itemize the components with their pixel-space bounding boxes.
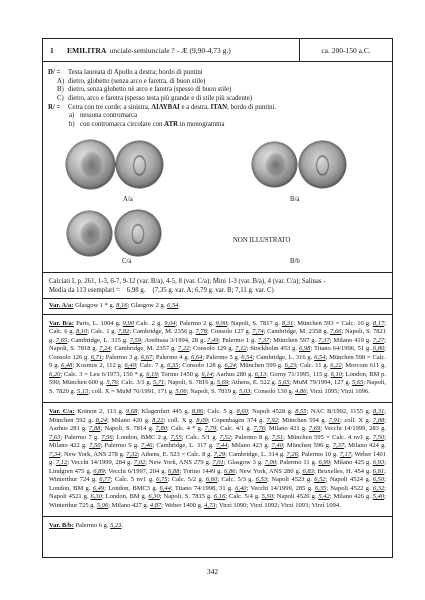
specimen-entry: München 592 g. 8,24	[49, 416, 107, 424]
specimen-entry: München 594 g. 7,91	[282, 416, 341, 424]
specimen-entry: Aarhus 280 g. 6,13	[216, 370, 267, 378]
variety-label: Var. B/b:	[49, 522, 74, 529]
reverse-label: R/ =	[48, 103, 61, 111]
specimen-entry: Calc. 6 g. 8,10	[49, 328, 88, 335]
specimen-entry: Calc. 3/1 g. 5,71	[121, 379, 165, 386]
specimen-entry: Napoli 4526 g. 5,42	[276, 493, 330, 500]
specimen-entry: Milano 420 g. 8,22	[111, 416, 164, 424]
specimen-entry: Torino 1449 g. 6,86	[183, 467, 236, 475]
specimen-entry: Morcom 611 g. 6,20	[49, 362, 387, 378]
specimen-entry: Virzì 1095	[309, 387, 338, 395]
specimen-entry: Palermo 2 g. 9,00	[179, 319, 228, 327]
variety-a-a-list: Var. A/a: Glasgow 1 * g. 8,16; Glasgow 2 g. 6,54.	[43, 298, 392, 314]
specimen-weight: 9,00	[215, 319, 228, 327]
specimen-weight: 8,86	[191, 408, 204, 415]
specimen-entry: London, BM g. 6,30	[105, 493, 160, 500]
entry-title-cell	[43, 39, 300, 61]
specimen-entry: Titano 74/1998, 31 g. 6,40	[174, 484, 247, 492]
specimen-weight: 7,22	[177, 345, 190, 352]
specimen-weight: 6,16	[213, 493, 226, 500]
specimen-weight: 7,91	[328, 416, 341, 424]
plate-label-c-a: C/a	[122, 258, 132, 265]
average-weight-line	[49, 286, 386, 295]
obverse-label: D/ =	[48, 69, 61, 76]
specimen-weight: 6,35	[314, 484, 327, 492]
specimen-entry: Copenhagen 374 g. 7,92	[211, 416, 278, 424]
specimen-entry: Calc. 4 * g. 7,79	[171, 425, 217, 432]
specimen-entry: Palermo 3 g. 6,67	[105, 353, 153, 361]
specimen-weight: 7,63	[49, 433, 61, 441]
variant-text: dietro, senza globetto nè arco e faretra (spesso di buon stile)	[68, 86, 232, 94]
specimen-weight: 6,77	[99, 476, 111, 483]
reverse-variant-a	[43, 112, 392, 121]
specimen-weight: 7,27	[372, 336, 385, 344]
variant-text-part: con contromarca circolare con	[80, 121, 163, 129]
specimen-entry: Torino 1450 g. 6,14	[161, 370, 213, 378]
specimen-weight: 7,65	[55, 336, 68, 344]
variant-text-part: in monogramma	[179, 121, 225, 129]
countermark-monogram: ATR	[164, 121, 179, 129]
specimen-weight: 5,65	[351, 379, 364, 386]
specimen-weight: 7,29	[213, 450, 226, 458]
specimen-weight: 7,78	[195, 328, 208, 335]
specimen-weight: 9,68	[125, 408, 138, 415]
coin-c-a-obverse-image	[67, 211, 112, 256]
specimen-entry: New York, ANS 279 g. 7,01	[149, 459, 224, 466]
specimen-weight: 8,10	[75, 328, 88, 335]
obverse-variant-b	[43, 86, 392, 95]
specimen-weight: 6,86	[223, 467, 236, 475]
specimen-weight: 4,73	[204, 501, 216, 509]
specimen-weight: 6,40	[124, 362, 136, 369]
specimen-entry: Napoli, S. 7818 g. 7,24	[49, 345, 111, 352]
specimen-weight: 6,81	[372, 467, 385, 475]
obverse-variant-a	[43, 78, 392, 87]
variant-key: C)	[57, 95, 64, 103]
specimen-entry: Napoli, S. 7815 g. 6,16	[163, 493, 226, 500]
specimen-weight: 7,92	[266, 416, 278, 424]
variant-key: B)	[57, 86, 64, 94]
specimen-entry: Vecchi 6/1997, 204 g. 6,88	[108, 467, 180, 475]
specimen-entry: Titano 64/1996, 51 g. 6,80	[314, 345, 385, 352]
reverse-legend-right: ITAN	[210, 103, 228, 111]
specimen-entry: Cambridge, M. 2358 g. 7,66	[267, 328, 342, 335]
specimen-weight: 5,76	[106, 379, 118, 386]
specimen-weight: 6,40	[235, 484, 247, 492]
specimen-entry: Palermo 10 g. 7,17	[301, 450, 352, 458]
specimen-entry: Aarhus 281 g. 7,88	[49, 425, 101, 432]
specimen-weight: 6,24	[224, 362, 236, 369]
specimen-entry: Palermo 8 g. 7,51	[235, 433, 284, 441]
specimen-entry: Gorny 71/1995, 115 g. 6,10	[269, 370, 343, 378]
specimen-entry: Palermo 7 g. 7,56	[64, 433, 113, 441]
specimen-weight: 8,31	[372, 408, 385, 415]
specimen-entry: New York, ANS 280 g. 6,83	[239, 467, 314, 475]
specimen-weight: 6,88	[168, 467, 180, 475]
entry-mint-name: EMILITRA	[67, 45, 107, 55]
variant-text: nessuna contromarca	[80, 112, 138, 120]
specimen-entry: Vecchi 14/1999, 284 g. 7,02	[70, 459, 146, 466]
specimen-entry: MuM 79/1994, 127 g. 5,65	[292, 379, 364, 386]
specimen-weight: 5,71	[152, 379, 165, 386]
specimen-weight: 7,17	[339, 450, 352, 458]
specimen-entry: Calc. 5/4 g. 5,50	[229, 493, 274, 500]
specimen-weight: 6,13	[254, 370, 267, 378]
concordance-line: Calciati I, p. 261, 1-3, 6-7, 9-12 (var. B/a), 4-5, 8 (var. C/a); Mini 1-3 (var. B/a), 4 (var. C/a); Salinas -	[49, 278, 326, 285]
specimen-entry: Cambridge, L. 317 g. 7,44	[156, 442, 228, 449]
specimen-weight: 9,90	[122, 319, 135, 327]
specimen-weight: 7,52	[219, 433, 231, 441]
specimen-entry: Arethusa 3/1994, 28 g. 7,49	[144, 336, 219, 344]
obverse-text: Testa laureata di Apollo a destra; bordo di puntini	[68, 69, 203, 76]
specimen-entry: Bruxelles, H. 454 g. 6,81	[317, 467, 385, 475]
specimen-entry: Cambridge, M. 2357 g. 7,22	[114, 345, 190, 352]
coin-a-a-obverse-image	[66, 140, 115, 189]
entry-date-cell	[300, 39, 392, 61]
variant-text: dietro, globetto (senza arco e faretra, di buon stile)	[68, 77, 206, 85]
reverse-legend-left: ΛΙΛΥΒΑΙ	[151, 103, 180, 111]
plate-label-a-a: A/a	[123, 196, 133, 203]
specimen-entry: Consolo 129 g. 7,12	[193, 345, 247, 352]
specimen-entry: Napoli 4522 g. 6,32	[330, 484, 385, 492]
specimen-weight: 5,69	[216, 379, 229, 386]
specimen-entry: Consolo 126 g. 6,71	[49, 353, 103, 361]
specimen-entry: Calc. 5/3 g. 6,53	[221, 476, 267, 483]
specimen-entry: coll. X g. 8,09	[167, 416, 208, 424]
specimen-weight: 6,71	[90, 353, 103, 361]
specimen-entry: Kosmos 2, 112 g. 6,40	[76, 362, 136, 369]
specimen-entry: London, BM p. 590	[49, 370, 386, 386]
variant-key: b)	[69, 121, 75, 129]
specimen-entry: Glasgow 3 g. 7,00	[227, 459, 277, 466]
specimen-weight: 6,22	[330, 362, 342, 369]
specimen-entry: Calc. 5/1 g. 7,52	[185, 433, 231, 441]
specimen-weight: 6,64	[191, 353, 203, 361]
specimen-entry: Napoli 4521 g. 6,30	[49, 493, 102, 500]
specimen-entry: Consolo 127 g. 7,74	[210, 328, 264, 335]
specimen-entry: Calc. 3 = Leu 6/1973, 150 * g. 6,19	[63, 370, 158, 378]
entry-number: 1	[50, 45, 54, 55]
variety-label: Var. B/a:	[49, 319, 74, 327]
plate-label-b-b: B/b	[290, 258, 300, 265]
specimen-weight: 7,55	[170, 433, 182, 441]
coin-b-a-obverse-image	[252, 142, 297, 187]
specimen-weight: 7,37	[318, 336, 330, 344]
specimen-entry: Koinon 2, 113 g. 9,68	[77, 408, 138, 415]
specimen-weight: 6,14	[201, 370, 213, 378]
specimen-entry: Napoli 4528 g. 8,55	[252, 408, 307, 415]
specimen-entry: Palermo 4 g. 6,64	[155, 353, 203, 361]
not-illustrated-note: NON ILLUSTRATO	[233, 237, 291, 244]
specimen-entry: London, BM g. 6,49	[49, 484, 105, 492]
specimen-entry: Calc. 5 nv1 g. 6,75	[114, 476, 168, 483]
obverse-line	[43, 69, 392, 78]
plate-label-b-a: B/a	[290, 196, 300, 203]
specimen-weight: 6,50	[372, 476, 385, 483]
reverse-variant-b	[43, 121, 392, 130]
reverse-text	[68, 104, 276, 113]
specimen-weight: 5,50	[261, 493, 274, 500]
specimen-weight: 6,60	[205, 476, 218, 483]
specimen-entry: Glasgow 2 g. 6,54	[130, 302, 179, 309]
average-label: Media da 113 esemplari =	[49, 287, 120, 294]
specimen-entry: Milano 422 g. 7,50	[49, 442, 101, 449]
variant-text: dietro, arco e faretra (spesso testa più grande e di stile più scadente)	[68, 95, 253, 103]
specimen-entry: Milano 425 g. 6,93	[333, 459, 385, 466]
specimen-weight: 5,06	[175, 387, 187, 395]
specimen-weight: 6,67	[140, 353, 153, 361]
specimen-entry: Napoli, S. 7820 g. 5,15	[49, 379, 387, 395]
coin-b-a-reverse-image	[299, 141, 346, 188]
specimen-weight: 7,44	[215, 442, 228, 449]
specimen-weight: 7,88	[89, 425, 101, 432]
specimen-entry: Palermo 1 g. 7,37	[222, 336, 270, 344]
specimen-entry: Vecchi 14/1999, 285 g. 6,35	[250, 484, 327, 492]
specimen-weight: 7,02	[133, 459, 146, 466]
specimen-entry: Consolo 130 g. 4,86	[253, 387, 307, 395]
specimen-weight: 7,50	[89, 442, 101, 449]
variant-key: A)	[57, 77, 65, 85]
specimen-weight: 7,74	[252, 328, 264, 335]
specimen-weight: 7,26	[286, 450, 298, 458]
specimen-weight: 6,98	[299, 345, 311, 352]
specimen-weight: 6,83	[302, 467, 314, 475]
references-block	[43, 272, 392, 298]
variety-b-b-list: Var. B/b: Palermo 6 g. 5,23.	[43, 516, 392, 557]
variety-c-a-list: Var. C/a: Koinon 2, 113 g. 9,68; Klagenfurt 445 g. 8,86; Calc. 5 g. 8,60; Napoli 4528 g. 8,55; NAC B/1992, 1155 g. 8,31; München 592 g. 8,24; Milano 420 g. 8,22; coll. X g. 8,09; Copenhagen 374 g. 7,92; München 594 g. 7,91; coll. X g. 7,88; Aarhus 281 g. 7,88; Napoli, S. 7814 g. 7,80; Calc. 4 * g. 7,79; Calc. 4/1 g. 7,76; Milano 421 g. 7,69; Vecchi 14/1999, 283 g. 7,63; Palermo 7 g. 7,56; London, BMC 2 g. 7,55; Calc. 5/1 g. 7,52; Palermo 8 g. 7,51; München 595 = Calc. 4 nv1 g. 7,50; Milano 422 g. 7,50; Palermo 9 g. 7,46; Cambridge, L. 317 g. 7,44; Milano 423 g. 7,40; München 596 g. 7,37; Milano 424 g. 7,34; New York, ANS 278 g. 7,32; Athens, E. 523 = Calc. 8 g. 7,29; Cambridge, L. 314 g. 7,26; Palermo 10 g. 7,17; Weber 1401 g. 7,12; Vecchi 14/1999, 284 g. 7,02; New York, ANS 279 g. 7,01; Glasgow 3 g. 7,00; Palermo 11 g. 6,99; Milano 425 g. 6,93; Lindgren 475 g. 6,89; Vecchi 6/1997, 204 g. 6,88; Torino 1449 g. 6,86; New York, ANS 280 g. 6,83; Bruxelles, H. 454 g. 6,81; Winterthur 724 g. 6,77; Calc. 5 nv1 g. 6,75; Calc. 5/2 g. 6,60; Calc. 5/3 g. 6,53; Napoli 4523 g. 6,52; Napoli 4524 g. 6,50; London, BM g. 6,49; London, BMC3 g. 6,44; Titano 74/1998, 31 g. 6,40; Vecchi 14/1999, 285 g. 6,35; Napoli 4522 g. 6,32; Napoli 4521 g. 6,30; London, BM g. 6,30; Napoli, S. 7815 g. 6,16; Calc. 5/4 g. 5,50; Napoli 4526 g. 5,42; Milano 426 g. 5,40; Winterthur 725 g. 5,06; Milano 427 g. 4,87; Weber 1400 g. 4,73; Virzì 1090; Virzì 1092; Virzì 1093; Virzì 1094.	[43, 402, 392, 516]
specimen-weight: 7,24	[99, 345, 111, 352]
specimen-weight: 7,01	[212, 459, 224, 466]
specimen-entry: Calc. 5 g. 8,60	[207, 408, 248, 415]
specimen-entry: Weber 1401 g. 7,12	[49, 450, 387, 466]
type-description	[43, 62, 392, 130]
specimen-weight: 6,53	[255, 476, 267, 483]
specimen-entry: London, BMC3 g. 6,44	[108, 484, 171, 492]
specimen-weight: 7,12	[235, 345, 247, 352]
specimen-entry: Napoli, S. 7817 g. 8,31	[230, 319, 294, 327]
specimen-entry: Consolo 128 g. 6,24	[182, 362, 236, 369]
specimen-weight: 5,06	[96, 501, 109, 509]
specimen-entry: London, BMC 2 g. 7,55	[116, 433, 182, 441]
specimen-weight: 8,22	[152, 416, 164, 424]
specimen-entry: Glasgow 1 * g. 8,16	[75, 302, 128, 309]
specimen-weight: 6,32	[372, 484, 385, 492]
variety-label: Var. C/a:	[49, 408, 75, 415]
specimen-entry: Paris, L. 1004 g. 9,90 Calc. 2 g. 9,04	[76, 319, 176, 327]
specimen-weight: 6,52	[314, 476, 326, 483]
specimen-weight: 7,12	[55, 459, 68, 466]
specimen-weight: 6,49	[92, 484, 105, 492]
specimen-entry: Klagenfurt 445 g. 8,86	[141, 408, 204, 415]
specimen-entry: Napoli, S. 7819 g. 5,03	[190, 387, 251, 395]
specimen-weight: 8,55	[295, 408, 307, 415]
specimen-weight: 6,89	[93, 467, 105, 475]
specimen-entry: München 593 = Calc. 10 g. 8,17	[297, 319, 385, 327]
specimen-entry: Weber 1400 g. 4,73	[164, 501, 216, 509]
obverse-variant-c	[43, 95, 392, 104]
specimen-weight: 7,80	[155, 425, 168, 432]
specimen-weight: 7,88	[372, 416, 385, 424]
specimen-weight: 5,03	[239, 387, 251, 395]
specimen-entry: coll. X = MuM 76/1991, 171 g. 5,06	[91, 387, 187, 395]
specimen-entry: Milano 427 g. 4,87	[111, 501, 162, 509]
reverse-line	[43, 104, 392, 113]
entry-denomination: unciale-semiunciale ? - Æ (9,90-4,73 g.)	[109, 45, 231, 55]
specimen-weight: 6,44	[159, 484, 171, 492]
specimen-weight: 7,00	[264, 459, 277, 466]
entry-header	[43, 39, 392, 62]
specimen-weight: 6,80	[372, 345, 385, 352]
specimen-weight: 6,54	[241, 353, 253, 361]
page-number: 342	[206, 567, 219, 576]
specimen-entry: Calc. 5/2 g. 6,60	[171, 476, 218, 483]
specimen-entry: München 600 g. 5,76	[62, 379, 118, 386]
specimen-entry: Lindgren 475 g. 6,89	[49, 467, 105, 475]
specimen-weight: 5,65	[278, 379, 290, 386]
specimen-weight: 5,40	[372, 493, 385, 500]
specimen-weight: 6,19	[146, 370, 158, 378]
specimen-weight: 6,54	[166, 302, 179, 309]
specimen-entry: München 599 g. 6,23	[239, 362, 296, 369]
specimen-entry: Napoli, S. 7821 g. 7,65	[49, 328, 387, 344]
specimen-weight: 6,93	[372, 459, 385, 466]
specimen-entry: Napoli, S. 7814 g. 7,80	[104, 425, 168, 432]
specimen-weight: 6,35	[167, 362, 179, 369]
specimen-weight: 6,30	[90, 493, 102, 500]
specimen-weight: 7,76	[253, 425, 265, 432]
specimen-weight: 6,54	[314, 353, 326, 361]
specimen-entry: Virzì 1096	[340, 387, 369, 395]
specimen-entry: Calc. 7 g. 6,35	[139, 362, 179, 369]
specimen-weight: 7,40	[271, 442, 283, 449]
specimen-entry: Virzì 1090	[218, 501, 247, 509]
specimen-weight: 7,37	[257, 336, 270, 344]
specimen-weight: 7,82	[117, 328, 130, 335]
specimen-weight: 4,87	[149, 501, 162, 509]
specimen-weight: 7,32	[126, 450, 138, 458]
average-value: 6,98 g.	[126, 287, 146, 294]
specimen-weight: 6,23	[284, 362, 296, 369]
specimen-entry: Milano 419 g. 7,27	[333, 336, 385, 344]
specimen-entry: Napoli 4523 g. 6,52	[271, 476, 326, 483]
specimen-weight: 7,46	[140, 442, 153, 449]
specimen-entry: Winterthur 725 g. 5,06	[49, 501, 109, 509]
specimen-entry: Milano 421 g. 7,69	[268, 425, 321, 432]
specimen-weight: 8,16	[116, 302, 128, 309]
specimen-entry: Palermo 11 g. 6,99	[279, 459, 330, 466]
specimen-weight: 6,20	[49, 370, 61, 378]
specimen-entry: Virzì 1093	[280, 501, 309, 509]
specimen-weight: 4,86	[295, 387, 307, 395]
specimen-weight: 5,23	[110, 522, 122, 529]
specimen-entry: München 598 = Calc. 9 g. 6,48	[49, 353, 386, 369]
specimen-weight: 8,60	[236, 408, 248, 415]
specimen-entry: Napoli, S. 7816 g. 5,69	[167, 379, 229, 386]
specimen-weight: 6,99	[318, 459, 330, 466]
variant-text	[80, 121, 224, 130]
specimen-weight: 7,56	[101, 433, 113, 441]
specimen-weight: 5,15	[77, 387, 89, 395]
entry-date: ca. 200-150 a.C.	[321, 45, 371, 55]
reverse-text-part: ; bordo di puntini.	[227, 103, 277, 111]
specimen-entry: Napoli 4524 g. 6,50	[329, 476, 385, 483]
specimen-entry: Cambridge, L. 314 g. 7,26	[228, 450, 298, 458]
specimen-weight: 7,51	[271, 433, 284, 441]
specimen-weight: 6,30	[148, 493, 160, 500]
coin-a-a-reverse-image	[116, 141, 163, 188]
specimen-entry: Winterthur 724 g. 6,77	[49, 476, 111, 483]
catalog-entry-box	[42, 38, 393, 558]
specimen-entry: NAC B/1992, 1155 g. 8,31	[310, 408, 385, 415]
coin-c-a-reverse-image	[115, 210, 161, 256]
specimen-weight: 8,31	[281, 319, 294, 327]
specimen-entry: München 597 g. 7,37	[273, 336, 330, 344]
specimen-entry: Milano 423 g. 7,40	[231, 442, 283, 449]
reverse-text-part: e a destra,	[181, 103, 209, 111]
specimen-weight: 7,66	[330, 328, 342, 335]
specimen-entry: Cambridge, L. 316 g. 6,54	[256, 353, 326, 361]
specimen-weight: 7,59	[129, 336, 142, 344]
specimen-entry: Vecchi 14/1999, 283 g. 7,63	[49, 425, 387, 441]
variety-label: Var. A/a:	[49, 302, 74, 309]
specimen-weight: 9,04	[164, 319, 176, 327]
specimen-entry: Athens, E. 522 g. 5,65	[231, 379, 290, 386]
specimen-weight: 6,75	[156, 476, 168, 483]
specimen-entry: coll. X g. 7,88	[344, 416, 385, 424]
specimen-weight: 6,10	[330, 370, 343, 378]
specimen-entry: Palermo 6 g. 5,23	[75, 522, 122, 529]
specimen-weight: 7,37	[332, 442, 345, 449]
specimen-entry: Calc. 1 g. 7,82	[90, 328, 130, 335]
specimen-weight: 8,17	[372, 319, 385, 327]
specimen-entry: Milano 424 g. 7,34	[49, 442, 386, 458]
variety-b-a-list: Var. B/a: Paris, L. 1004 g. 9,90 Calc. 2 g. 9,04; Palermo 2 g. 9,00; Napoli, S. 7817 g. 8,31; München 593 = Calc. 10 g. 8,17; Calc. 6 g. 8,10; Calc. 1 g. 7,82; Cambridge, M. 2356 g. 7,78; Consolo 127 g. 7,74; Cambridge, M. 2358 g. 7,66; Napoli, S. 7821 g. 7,65; Cambridge, L. 315 g. 7,59; Arethusa 3/1994, 28 g. 7,49; Palermo 1 g. 7,37; München 597 g. 7,37; Milano 419 g. 7,27; Napoli, S. 7818 g. 7,24; Cambridge, M. 2357 g. 7,22; Consolo 129 g. 7,12; Stockholm 453 g. 6,98; Titano 64/1996, 51 g. 6,80; Consolo 126 g. 6,71; Palermo 3 g. 6,67; Palermo 4 g. 6,64; Palermo 5 g. 6,54; Cambridge, L. 316 g. 6,54; München 598 = Calc. 9 g. 6,48; Kosmos 2, 112 g. 6,40; Calc. 7 g. 6,35; Consolo 128 g. 6,24; München 599 g. 6,23; Calc. 11 g. 6,22; Morcom 611 g. 6,20; Calc. 3 = Leu 6/1973, 150 * g. 6,19; Torino 1450 g. 6,14; Aarhus 280 g. 6,13; Gorny 71/1995, 115 g. 6,10; London, BM p. 590; München 600 g. 5,76; Calc. 3/1 g. 5,71; Napoli, S. 7816 g. 5,69; Athens, E. 522 g. 5,65; MuM 79/1994, 127 g. 5,65; Napoli, S. 7820 g. 5,15; coll. X = MuM 76/1991, 171 g. 5,06; Napoli, S. 7819 g. 5,03; Consolo 130 g. 4,86; Virzì 1095; Virzì 1096.	[43, 314, 392, 403]
specimen-entry: München 596 g. 7,37	[286, 442, 345, 449]
specimen-entry: New York, ANS 278 g. 7,32	[63, 450, 138, 458]
specimen-weight: 8,09	[196, 416, 208, 424]
specimen-weight: 7,69	[308, 425, 321, 432]
specimen-entry: Cambridge, L. 315 g. 7,59	[71, 336, 142, 344]
specimen-entry: Milano 426 g. 5,40	[333, 493, 385, 500]
reverse-text-part: Cetra con tre corde; a sinistra,	[68, 103, 150, 111]
coin-plates	[43, 130, 392, 272]
specimen-weight: 8,24	[95, 416, 107, 424]
specimen-weight: 5,42	[318, 493, 330, 500]
specimen-entry: Athens, E. 523 = Calc. 8 g. 7,29	[140, 450, 226, 458]
specimen-weight: 7,34	[49, 450, 61, 458]
specimen-entry: Palermo 9 g. 7,46	[104, 442, 153, 449]
specimen-entry: Palermo 5 g. 6,54	[206, 353, 253, 361]
specimen-weight: 6,48	[61, 362, 73, 369]
specimen-entry: Cambridge, M. 2356 g. 7,78	[132, 328, 208, 335]
specimen-entry: Calc. 11 g. 6,22	[299, 362, 342, 369]
specimen-entry: Stockholm 453 g. 6,98	[250, 345, 311, 352]
specimen-entry: Virzì 1092	[249, 501, 278, 509]
specimen-entry: Calc. 4/1 g. 7,76	[220, 425, 265, 432]
specimen-entry: Virzì 1094	[311, 501, 340, 509]
average-breakdown: (7,35 g. var. A; 6,79 g. var. B; 7,11 g. var. C)	[152, 287, 274, 294]
specimen-weight: 7,50	[372, 433, 385, 441]
specimen-weight: 7,79	[204, 425, 217, 432]
specimen-entry: München 595 = Calc. 4 nv1 g. 7,50	[287, 433, 385, 441]
variant-key: a)	[69, 112, 75, 120]
specimen-weight: 7,49	[207, 336, 219, 344]
